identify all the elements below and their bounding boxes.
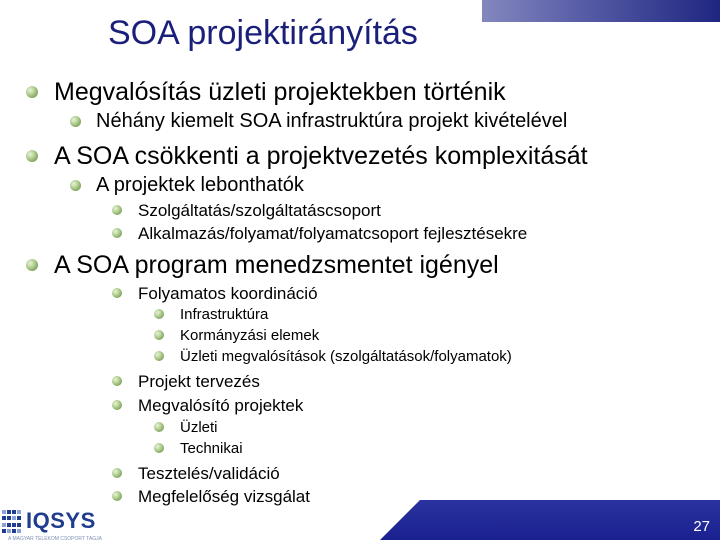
bullet-text-level-3: Megfelelőség vizsgálat: [138, 487, 310, 506]
bullet-text-level-3: Tesztelés/validáció: [138, 464, 280, 483]
bullet-text-level-1: A SOA csökkenti a projektvezetés komplexitását: [54, 142, 588, 170]
bullet-icon: [112, 400, 122, 410]
logo-name: IQSYS: [26, 508, 96, 533]
bullet-icon: [112, 288, 122, 298]
bullet-text-level-4: Technikai: [180, 440, 243, 457]
bullet-icon: [154, 309, 164, 319]
bullet-text-level-2: Néhány kiemelt SOA infrastruktúra projekt kivételével: [96, 110, 568, 132]
bullet-icon: [112, 468, 122, 478]
bullet-text-level-2: A projektek lebonthatók: [96, 174, 304, 196]
bullet-text-level-4: Infrastruktúra: [180, 306, 269, 323]
logo-tagline: A MAGYAR TELEKOM CSOPORT TAGJA: [8, 536, 102, 542]
bullet-icon: [154, 351, 164, 361]
bullet-icon: [154, 330, 164, 340]
bullet-icon: [26, 150, 38, 162]
bullet-text-level-3: Folyamatos koordináció: [138, 284, 318, 303]
footer-panel: [420, 500, 720, 540]
bullet-icon: [154, 443, 164, 453]
bullet-icon: [112, 376, 122, 386]
dot-grid-icon: [2, 510, 22, 534]
bullet-text-level-3: Szolgáltatás/szolgáltatáscsoport: [138, 201, 381, 220]
bullet-icon: [154, 422, 164, 432]
bullet-icon: [112, 205, 122, 215]
page-number: 27: [693, 518, 710, 535]
bullet-text-level-3: Megvalósító projektek: [138, 396, 304, 415]
bullet-text-level-3: Projekt tervezés: [138, 372, 260, 391]
bullet-text-level-4: Üzleti: [180, 419, 218, 436]
bullet-text-level-4: Üzleti megvalósítások (szolgáltatások/folyamatok): [180, 348, 512, 365]
slide-title: SOA projektirányítás: [108, 14, 418, 52]
bullet-icon: [26, 86, 38, 98]
bullet-icon: [26, 259, 38, 271]
iqsys-logo: [0, 508, 120, 540]
bullet-icon: [112, 228, 122, 238]
bullet-icon: [70, 180, 81, 191]
bullet-text-level-4: Kormányzási elemek: [180, 327, 320, 344]
bullet-text-level-3: Alkalmazás/folyamat/folyamatcsoport fejlesztésekre: [138, 224, 528, 243]
bullet-text-level-1: A SOA program menedzsmentet igényel: [54, 251, 499, 279]
bullet-text-level-1: Megvalósítás üzleti projektekben történik: [54, 78, 506, 106]
bullet-icon: [112, 491, 122, 501]
bullet-icon: [70, 116, 81, 127]
